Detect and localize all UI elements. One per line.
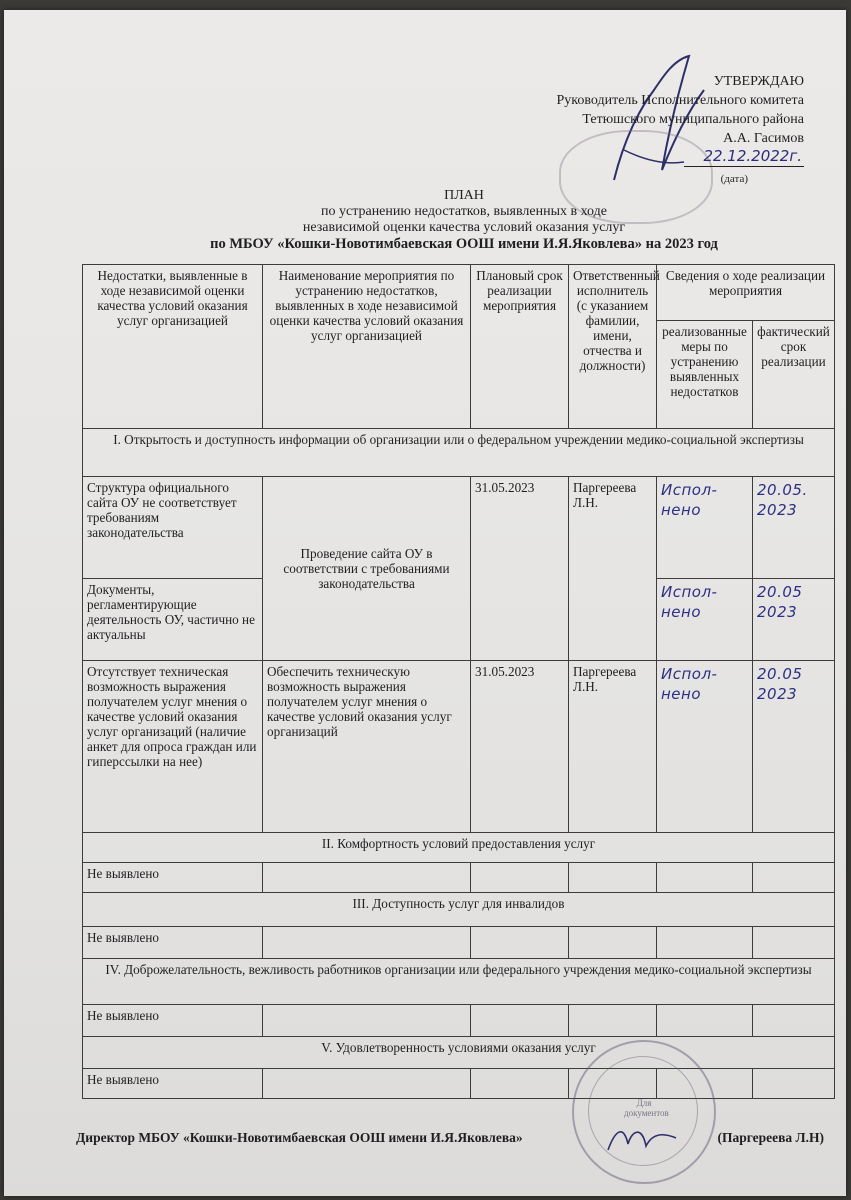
section-4-status: Не выявлено xyxy=(83,1005,263,1037)
section-2-status: Не выявлено xyxy=(83,863,263,893)
table-header-row xyxy=(83,265,835,321)
header-deadline: Плановый срок реализации мероприятия xyxy=(471,265,569,429)
row1-measure: Проведение сайта ОУ в соответствии с требованиями законодательства xyxy=(263,477,471,661)
footer-director: Директор МБОУ «Кошки-Новотимбаевская ООШ имени И.Я.Яковлева» xyxy=(76,1130,523,1145)
section-3-status: Не выявлено xyxy=(83,927,263,959)
title-line3: независимой оценки качества условий оказания услуг xyxy=(302,220,626,235)
title-line1: ПЛАН xyxy=(444,188,484,203)
title-line4: по МБОУ «Кошки-Новотимбаевская ООШ имени И.Я.Яковлева» на 2023 год xyxy=(210,236,718,252)
section-row xyxy=(83,833,835,863)
header-progress: Сведения о ходе реализации мероприятия xyxy=(657,265,835,321)
section-row xyxy=(83,1037,835,1069)
row1-shortcoming: Структура официального сайта ОУ не соответствует требованиям законодательства xyxy=(83,477,263,579)
approval-block xyxy=(556,72,804,186)
table-row xyxy=(83,661,835,833)
approval-line1: УТВЕРЖДАЮ xyxy=(713,74,804,89)
document-page xyxy=(4,10,846,1196)
plan-table xyxy=(82,264,835,1099)
approval-date-line xyxy=(684,148,804,167)
row3-responsible: Паргереева Л.Н. xyxy=(569,661,657,833)
row3-shortcoming: Отсутствует техническая возможность выражения получателем услуг мнения о качестве условий оказания услуг организаций (наличие анкет для опроса граждан или гиперссылки на нее) xyxy=(83,661,263,833)
header-done-measures: реализованные меры по устранению выявленных недостатков xyxy=(657,321,753,429)
row3-deadline: 31.05.2023 xyxy=(471,661,569,833)
title-line2: по устранению недостатков, выявленных в ходе xyxy=(320,204,607,219)
table-row xyxy=(83,477,835,579)
signature-director xyxy=(602,1120,682,1160)
row1-actual: 20.05. 2023 xyxy=(753,477,835,579)
row3-done: Испол-нено xyxy=(657,661,753,833)
table-row xyxy=(83,863,835,893)
section-5-status: Не выявлено xyxy=(83,1069,263,1099)
section-row xyxy=(83,893,835,927)
stamp-inner-text: Для документов xyxy=(624,1098,669,1118)
table-row xyxy=(83,1069,835,1099)
document-title xyxy=(84,188,844,252)
table-row xyxy=(83,927,835,959)
approval-line4: А.А. Гасимов xyxy=(723,131,804,146)
footer-name: (Паргереева Л.Н) xyxy=(717,1130,824,1145)
header-responsible: Ответственный исполнитель (с указанием фамилии, имени, отчества и должности) xyxy=(569,265,657,429)
header-measure: Наименование мероприятия по устранению недостатков, выявленных в ходе независимой оценки качества условий оказания услуг организацией xyxy=(263,265,471,429)
section-1-title: I. Открытость и доступность информации об организации или о федеральном учреждении медико-социальной экспертизы xyxy=(83,429,835,477)
approval-line3: Тетюшского муниципального района xyxy=(582,112,804,127)
section-4-title: IV. Доброжелательность, вежливость работников организации или федерального учреждения медико-социальной экспертизы xyxy=(83,959,835,1005)
header-actual-date: фактический срок реализации xyxy=(753,321,835,429)
seal-stamp-bottom xyxy=(572,1040,716,1184)
approval-date: 22.12.2022г. xyxy=(703,147,802,165)
row1-deadline: 31.05.2023 xyxy=(471,477,569,661)
row2-shortcoming: Документы, регламентирующие деятельность ОУ, частично не актуальны xyxy=(83,579,263,661)
section-row xyxy=(83,429,835,477)
table-row xyxy=(83,1005,835,1037)
row1-done: Испол-нено xyxy=(657,477,753,579)
section-3-title: III. Доступность услуг для инвалидов xyxy=(83,893,835,927)
row3-measure: Обеспечить техническую возможность выражения получателем услуг мнения о качестве условий оказания услуг организаций xyxy=(263,661,471,833)
section-row xyxy=(83,959,835,1005)
section-2-title: II. Комфортность условий предоставления услуг xyxy=(83,833,835,863)
row2-done: Испол-нено xyxy=(657,579,753,661)
section-5-title: V. Удовлетворенность условиями оказания услуг xyxy=(83,1037,835,1069)
row1-responsible: Паргереева Л.Н. xyxy=(569,477,657,661)
header-shortcomings: Недостатки, выявленные в ходе независимой оценки качества условий оказания услуг организацией xyxy=(83,265,263,429)
approval-line2: Руководитель Исполнительного комитета xyxy=(556,93,804,108)
approval-date-caption: (дата) xyxy=(720,173,748,185)
row3-actual: 20.05 2023 xyxy=(753,661,835,833)
row2-actual: 20.05 2023 xyxy=(753,579,835,661)
